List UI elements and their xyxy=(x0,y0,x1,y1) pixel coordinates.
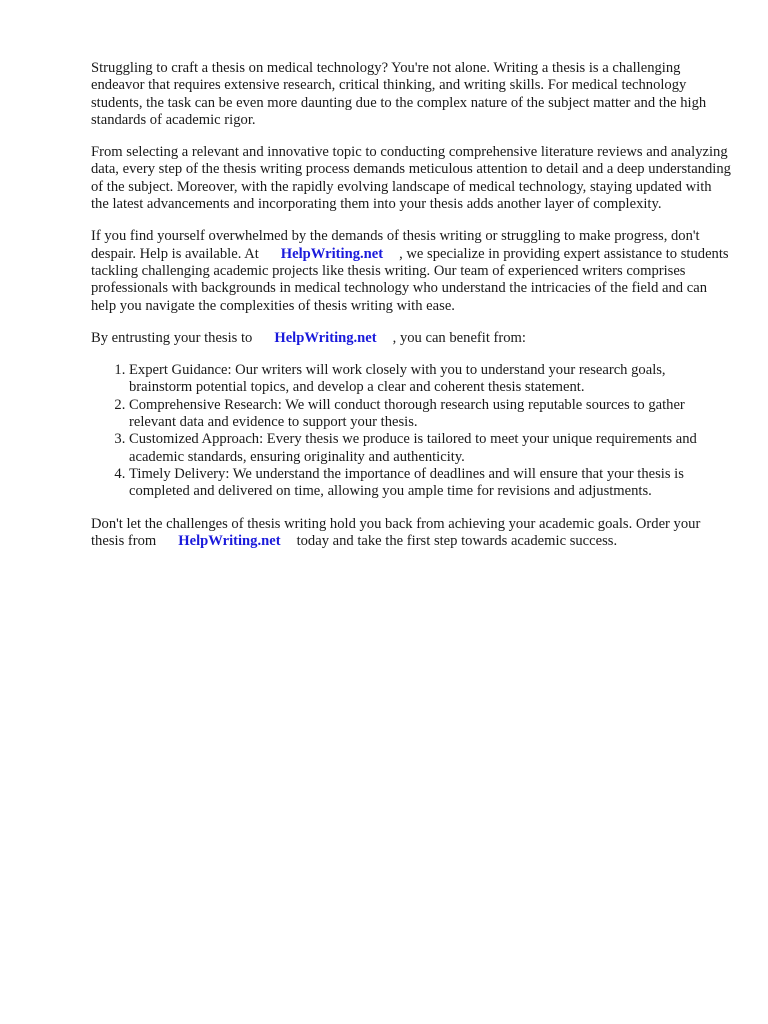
paragraph-intro xyxy=(91,60,731,129)
paragraph-closing-before: Don't let the challenges of thesis writing hold you back from achieving your academic goals. Order your thesis from xyxy=(91,515,701,549)
helpwriting-link-1[interactable]: HelpWriting.net xyxy=(280,245,384,262)
benefit-item-expert-guidance: 1. Expert Guidance: Our writers will work closely with you to understand your research goals, brainstorm potential topics, and develop a clear and coherent thesis statement. xyxy=(129,362,731,397)
document-page xyxy=(91,60,731,565)
paragraph-help xyxy=(91,228,731,314)
paragraph-benefit-intro-after: , you can benefit from: xyxy=(392,329,526,346)
paragraph-help-text-before: If you find yourself overwhelmed by the demands of thesis writing or struggling to make progress, don't despair. Help is available. At xyxy=(91,228,700,262)
paragraph-intro-text: Struggling to craft a thesis on medical technology? You're not alone. Writing a thesis is a challenging endeavor that requires extensive research, critical thinking, and writing skills. For medical technology students, the task can be even more daunting due to the complex nature of the subject matter and the high standards of academic rigor. xyxy=(91,60,707,128)
paragraph-process-text: From selecting a relevant and innovative topic to conducting comprehensive literature reviews and analyzing data, every step of the thesis writing process demands meticulous attention to detail and a deep understanding of the subject. Moreover, with the rapidly evolving landscape of medical technology, staying updated with the latest advancements and incorporating them into your thesis adds another layer of complexity. xyxy=(91,144,731,213)
benefit-item-comprehensive-research: 2. Comprehensive Research: We will conduct thorough research using reputable sources to gather relevant data and evidence to support your thesis. xyxy=(129,397,731,432)
paragraph-benefit-intro xyxy=(91,330,731,347)
paragraph-closing xyxy=(91,516,731,551)
helpwriting-link-3[interactable]: HelpWriting.net xyxy=(178,532,281,549)
paragraph-benefit-intro-before: By entrusting your thesis to xyxy=(91,329,253,346)
paragraph-help-text-after: , we specialize in providing expert assistance to students tackling challenging academic projects like thesis writing. Our team of experienced writers comprises professionals with backgrounds in medical technology who understand the intricacies of the field and can help you navigate the complexities of thesis writing with ease. xyxy=(91,245,729,314)
benefits-list xyxy=(91,362,731,500)
paragraph-closing-after: today and take the first step towards academic success. xyxy=(296,532,618,549)
benefit-item-timely-delivery: 4. Timely Delivery: We understand the importance of deadlines and will ensure that your thesis is completed and delivered on time, allowing you ample time for revisions and adjustments. xyxy=(129,466,731,501)
benefit-item-customized-approach: 3. Customized Approach: Every thesis we produce is tailored to meet your unique requirements and academic standards, ensuring originality and authenticity. xyxy=(129,431,731,466)
paragraph-process xyxy=(91,144,731,213)
helpwriting-link-2[interactable]: HelpWriting.net xyxy=(274,329,377,346)
